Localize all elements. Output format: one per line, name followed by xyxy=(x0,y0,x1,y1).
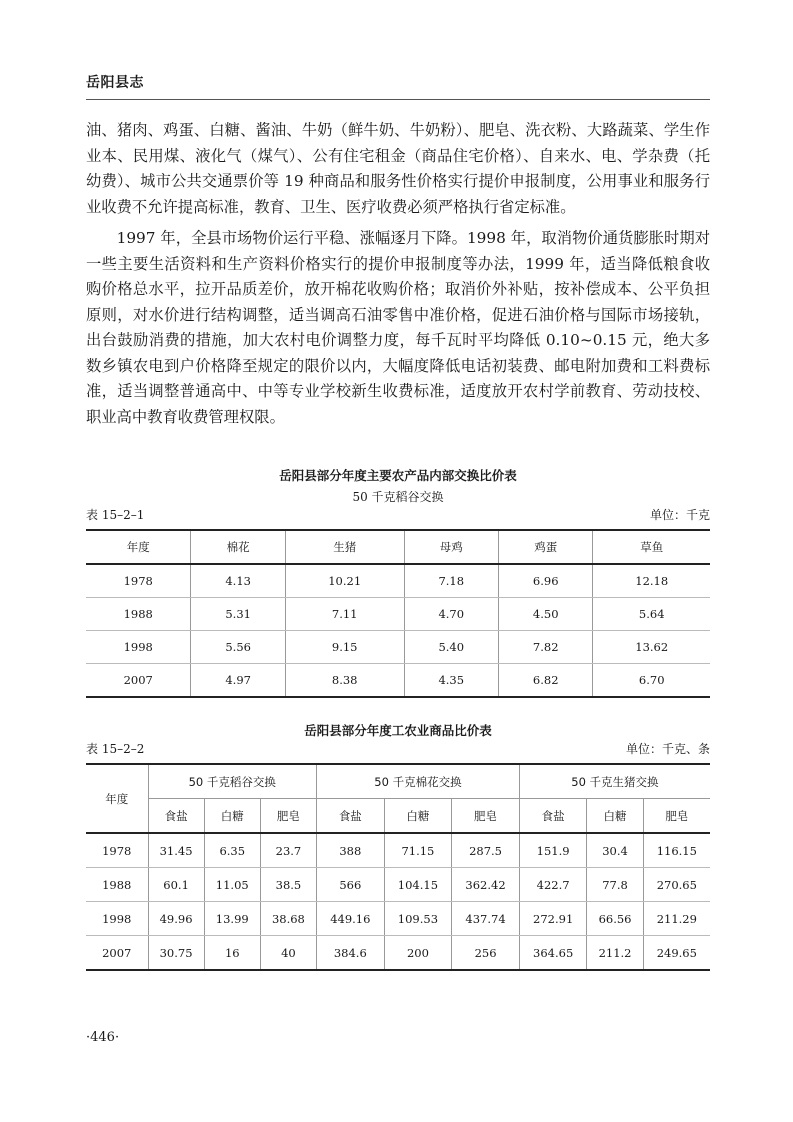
table2-unit: 单位：千克、条 xyxy=(625,742,710,756)
table2-number: 表 15–2–2 xyxy=(86,742,145,756)
table2-value-cell: 362.42 xyxy=(452,868,520,902)
table2-sub-header: 肥皂 xyxy=(452,799,520,834)
table1-value-cell: 4.13 xyxy=(191,564,285,598)
table2-meta xyxy=(86,740,710,757)
table2-sub-header: 肥皂 xyxy=(260,799,316,834)
table2-value-cell: 38.5 xyxy=(260,868,316,902)
table2-value-cell: 23.7 xyxy=(260,833,316,868)
table2-value-cell: 6.35 xyxy=(204,833,260,868)
table1-number: 表 15–2–1 xyxy=(86,508,145,522)
table1-row xyxy=(86,631,710,664)
table2-value-cell: 13.99 xyxy=(204,902,260,936)
table1-header-cell: 棉花 xyxy=(191,530,285,564)
table2 xyxy=(86,763,710,971)
table2-value-cell: 270.65 xyxy=(643,868,710,902)
table2-sub-header: 白糖 xyxy=(204,799,260,834)
table2-row xyxy=(86,833,710,868)
table2-sub-header-row xyxy=(86,799,710,834)
table2-value-cell: 30.4 xyxy=(587,833,643,868)
table1-value-cell: 5.40 xyxy=(404,631,498,664)
table2-value-cell: 38.68 xyxy=(260,902,316,936)
table1-value-cell: 4.50 xyxy=(498,598,592,631)
table2-group-header: 50 千克棉花交换 xyxy=(317,764,520,799)
table2-sub-header: 白糖 xyxy=(384,799,452,834)
table1-value-cell: 7.18 xyxy=(404,564,498,598)
table2-value-cell: 384.6 xyxy=(317,936,385,971)
table2-group-header: 50 千克生猪交换 xyxy=(519,764,710,799)
table1-header-cell: 母鸡 xyxy=(404,530,498,564)
table2-value-cell: 40 xyxy=(260,936,316,971)
body-paragraph-1: 油、猪肉、鸡蛋、白糖、酱油、牛奶（鲜牛奶、牛奶粉）、肥皂、洗衣粉、大路蔬菜、学生作业本、民用煤、液化气（煤气）、公有住宅租金（商品住宅价格）、自来水、电、学杂费（托幼费）、城市公共交通票价等 19 种商品和服务性价格实行提价申报制度，公用事业和服务行业收费不允许提高标准，教育、卫生、医疗收费必须严格执行省定标准。 xyxy=(86,121,710,216)
table2-sub-header: 食盐 xyxy=(317,799,385,834)
table1-title: 岳阳县部分年度主要农产品内部交换比价表 xyxy=(279,468,517,483)
table1-value-cell: 4.70 xyxy=(404,598,498,631)
table2-value-cell: 256 xyxy=(452,936,520,971)
table1-value-cell: 5.64 xyxy=(593,598,710,631)
table2-row xyxy=(86,868,710,902)
table2-value-cell: 104.15 xyxy=(384,868,452,902)
table2-year-cell: 2007 xyxy=(86,936,148,971)
table2-group-header-row xyxy=(86,764,710,799)
table1-header-cell: 草鱼 xyxy=(593,530,710,564)
body-paragraph-2: 1997 年，全县市场物价运行平稳、涨幅逐月下降。1998 年，取消物价通货膨胀时期对一些主要生活资料和生产资料价格实行的提价申报制度等办法，1999 年，适当降低粮食收购价格总水平，拉开品质差价，放开棉花收购价格；取消价外补贴，按补偿成本、公平负担原则，对水价进行结构调整，适当调高石油零售中准价格，促进石油价格与国际市场接轨，出台鼓励消费的措施，加大农村电价调整力度，每千瓦时平均降低 0.10~0.15 元，绝大多数乡镇农电到户价格降至规定的限价以内，大幅度降低电话初装费、邮电附加费和工料费标准，适当调整普通高中、中等专业学校新生收费标准，适度放开农村学前教育、劳动技校、职业高中教育收费管理权限。 xyxy=(86,229,710,426)
table1-year-cell: 1988 xyxy=(86,598,191,631)
table2-value-cell: 49.96 xyxy=(148,902,204,936)
table2-value-cell: 66.56 xyxy=(587,902,643,936)
table1-value-cell: 7.11 xyxy=(285,598,404,631)
table1-value-cell: 5.56 xyxy=(191,631,285,664)
table1-value-cell: 8.38 xyxy=(285,664,404,698)
table2-value-cell: 388 xyxy=(317,833,385,868)
table2-row xyxy=(86,902,710,936)
table2-value-cell: 77.8 xyxy=(587,868,643,902)
table2-value-cell: 109.53 xyxy=(384,902,452,936)
table2-value-cell: 30.75 xyxy=(148,936,204,971)
table1-meta xyxy=(86,506,710,523)
running-header xyxy=(86,72,710,92)
table1-value-cell: 13.62 xyxy=(593,631,710,664)
header-divider xyxy=(86,99,710,100)
book-title: 岳阳县志 xyxy=(86,75,144,91)
table2-sub-header: 肥皂 xyxy=(643,799,710,834)
table1-year-cell: 1998 xyxy=(86,631,191,664)
table1-header-row xyxy=(86,530,710,564)
table1-value-cell: 4.35 xyxy=(404,664,498,698)
table2-group-header: 50 千克稻谷交换 xyxy=(148,764,317,799)
table2-year-cell: 1988 xyxy=(86,868,148,902)
table2-year-header: 年度 xyxy=(86,764,148,833)
table1-value-cell: 9.15 xyxy=(285,631,404,664)
table1-unit: 单位：千克 xyxy=(649,508,710,522)
table2-year-cell: 1998 xyxy=(86,902,148,936)
table1-value-cell: 6.70 xyxy=(593,664,710,698)
table2-value-cell: 151.9 xyxy=(519,833,587,868)
table2-sub-header: 白糖 xyxy=(587,799,643,834)
table2-value-cell: 422.7 xyxy=(519,868,587,902)
table2-row xyxy=(86,936,710,971)
table1-year-cell: 1978 xyxy=(86,564,191,598)
table2-value-cell: 116.15 xyxy=(643,833,710,868)
table2-value-cell: 31.45 xyxy=(148,833,204,868)
table2-sub-header: 食盐 xyxy=(519,799,587,834)
table1-subtitle: 50 千克稻谷交换 xyxy=(352,490,444,504)
table2-value-cell: 272.91 xyxy=(519,902,587,936)
table1-value-cell: 12.18 xyxy=(593,564,710,598)
table2-value-cell: 449.16 xyxy=(317,902,385,936)
table2-value-cell: 211.2 xyxy=(587,936,643,971)
table2-year-cell: 1978 xyxy=(86,833,148,868)
table2-value-cell: 566 xyxy=(317,868,385,902)
table2-value-cell: 71.15 xyxy=(384,833,452,868)
table1-row xyxy=(86,598,710,631)
table1-header-cell: 鸡蛋 xyxy=(498,530,592,564)
table1-row xyxy=(86,564,710,598)
page-number: ·446· xyxy=(86,1030,120,1045)
table2-value-cell: 287.5 xyxy=(452,833,520,868)
table1-value-cell: 10.21 xyxy=(285,564,404,598)
table2-sub-header: 食盐 xyxy=(148,799,204,834)
table2-value-cell: 211.29 xyxy=(643,902,710,936)
table1-header-cell: 生猪 xyxy=(285,530,404,564)
table2-value-cell: 249.65 xyxy=(643,936,710,971)
table1-value-cell: 6.96 xyxy=(498,564,592,598)
table2-value-cell: 11.05 xyxy=(204,868,260,902)
table1-value-cell: 6.82 xyxy=(498,664,592,698)
table2-title: 岳阳县部分年度工农业商品比价表 xyxy=(304,723,492,738)
table1-value-cell: 5.31 xyxy=(191,598,285,631)
table2-value-cell: 16 xyxy=(204,936,260,971)
table1-header-cell: 年度 xyxy=(86,530,191,564)
table1-value-cell: 7.82 xyxy=(498,631,592,664)
table2-value-cell: 364.65 xyxy=(519,936,587,971)
table2-value-cell: 200 xyxy=(384,936,452,971)
table1-year-cell: 2007 xyxy=(86,664,191,698)
table2-value-cell: 60.1 xyxy=(148,868,204,902)
table2-value-cell: 437.74 xyxy=(452,902,520,936)
table1-value-cell: 4.97 xyxy=(191,664,285,698)
table1 xyxy=(86,529,710,698)
table1-row xyxy=(86,664,710,698)
